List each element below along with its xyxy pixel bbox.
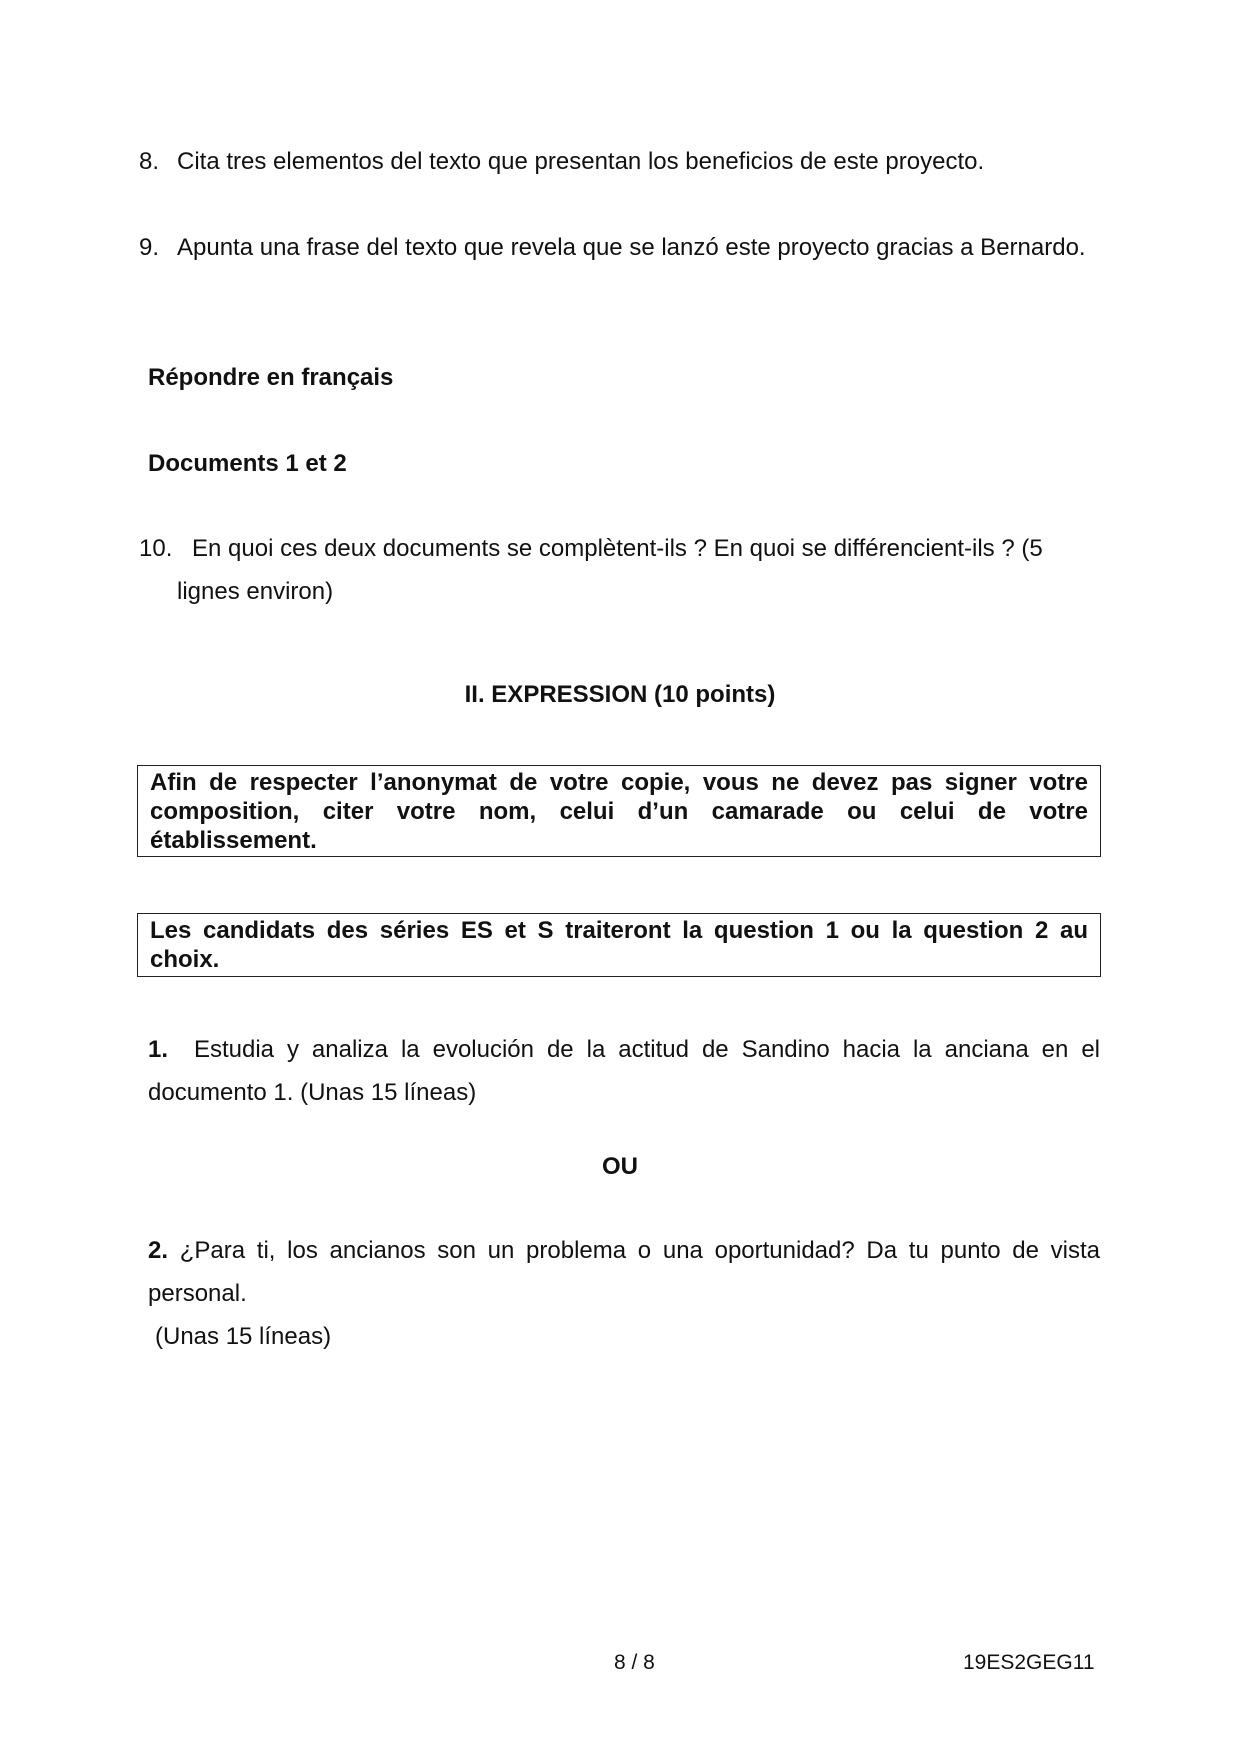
anonymity-notice-box: Afin de respecter l’anonymat de votre copie, vous ne devez pas signer votre composition, citer votre nom, celui d’un camarade ou celui de votre établissement. bbox=[137, 765, 1101, 857]
documents-heading: Documents 1 et 2 bbox=[148, 450, 347, 477]
expression-question-1 bbox=[148, 1028, 1100, 1114]
question-10-text bbox=[177, 527, 1100, 613]
question-number: 8. bbox=[139, 148, 160, 175]
expression-question-2 bbox=[148, 1229, 1100, 1315]
page-number: 8 / 8 bbox=[614, 1651, 655, 1674]
question-number: 10. bbox=[139, 535, 173, 562]
or-separator: OU bbox=[602, 1153, 638, 1180]
expression-question-2-text: ¿Para ti, los ancianos son un problema o una oportunidad? Da tu punto de vista personal. bbox=[148, 1237, 1100, 1307]
expression-question-1-text: Estudia y analiza la evolución de la actitud de Sandino hacia la anciana en el documento 1. (Unas 15 líneas) bbox=[148, 1036, 1100, 1106]
expression-question-2-length: (Unas 15 líneas) bbox=[155, 1323, 332, 1350]
question-8-text: Cita tres elementos del texto que presentan los beneficios de este proyecto. bbox=[177, 148, 985, 175]
document-code: 19ES2GEG11 bbox=[963, 1651, 1095, 1674]
section-instruction: Répondre en français bbox=[148, 364, 394, 391]
question-9-text: Apunta una frase del texto que revela que se lanzó este proyecto gracias a Bernardo. bbox=[177, 234, 1086, 261]
question-number: 9. bbox=[139, 234, 160, 261]
choice-notice-box: Les candidats des séries ES et S traiteront la question 1 ou la question 2 au choix. bbox=[137, 913, 1101, 977]
question-number: 2. bbox=[148, 1237, 169, 1264]
question-10-body: En quoi ces deux documents se complètent-ils ? En quoi se différencient-ils ? (5 lignes environ) bbox=[177, 535, 1043, 605]
question-number: 1. bbox=[148, 1036, 169, 1063]
expression-title: II. EXPRESSION (10 points) bbox=[464, 681, 776, 708]
